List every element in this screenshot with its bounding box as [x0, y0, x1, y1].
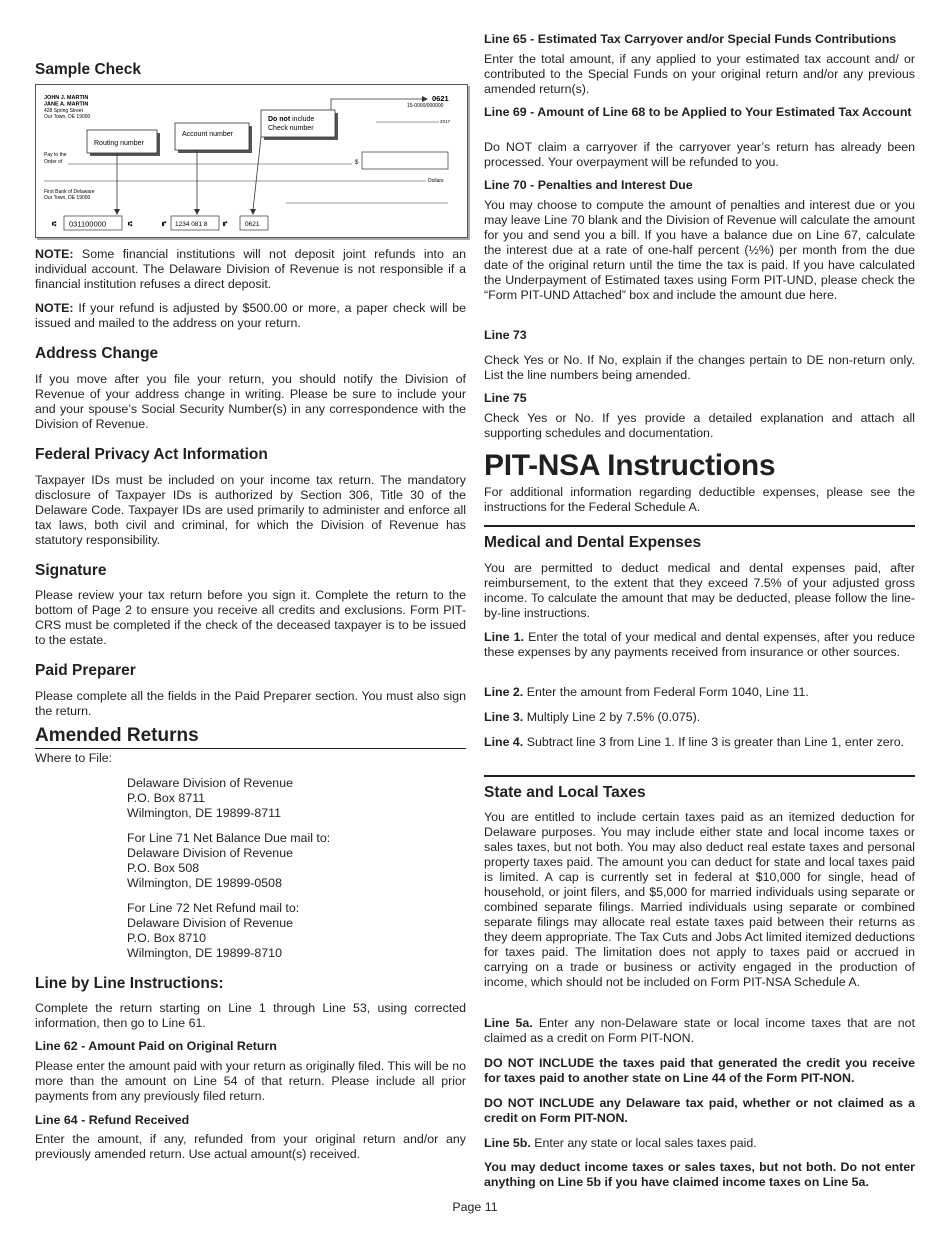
do-not-include-leader: [253, 137, 261, 210]
address-line: Wilmington, DE 19899-0508: [127, 876, 282, 890]
check-payer-name-1: JOHN J. MARTIN: [44, 95, 89, 101]
warning-pit-non-credit: DO NOT INCLUDE the taxes paid that generated the credit you receive for taxes paid to another state on Line 44 of the Form PIT-NON.: [484, 1056, 915, 1085]
micr-account: 1234 081 8: [175, 221, 208, 228]
line-69-text: Do NOT claim a carryover if the carryover year’s return has already been processed. Your overpayment will be refunded to you.: [484, 140, 915, 169]
sample-check-heading: Sample Check: [35, 61, 141, 78]
paid-preparer-text: Please complete all the fields in the Paid Preparer section. You must also sign the return.: [35, 689, 466, 718]
account-leader-arrowhead: [194, 209, 200, 215]
check-year: 2017: [440, 119, 451, 124]
account-number-label: Account number: [182, 131, 233, 138]
address-change-heading: Address Change: [35, 345, 159, 362]
state-local-heading: State and Local Taxes: [484, 784, 646, 801]
micr-check: 0621: [245, 221, 260, 228]
address-line: P.O. Box 8710: [127, 931, 206, 945]
pay-to-label-2: Order of: [44, 159, 63, 165]
medical-heading: Medical and Dental Expenses: [484, 534, 702, 551]
check-payer-street: 428 Spring Street: [44, 108, 83, 114]
line-75-text: Check Yes or No. If yes provide a detailed explanation and attach all supporting schedules and documentation.: [484, 411, 915, 440]
bank-city: Our Town, DE 19000: [44, 195, 91, 201]
micr-symbol-1: ⑆: [52, 221, 57, 228]
routing-leader-arrowhead: [114, 209, 120, 215]
do-not-include-box: [261, 110, 335, 137]
do-not-include-line2: Check number: [268, 125, 314, 132]
line-73-text: Check Yes or No. If No, explain if the changes pertain to DE non-return only. List the line numbers being amended.: [484, 353, 915, 382]
check-fraction-code: 15-0000/000000: [407, 103, 444, 109]
line-64-text: Enter the amount, if any, refunded from your original return and/or any previously amended return. Use actual amount(s) received.: [35, 1132, 466, 1161]
paid-preparer-heading: Paid Preparer: [35, 662, 136, 679]
warning-delaware-tax: DO NOT INCLUDE any Delaware tax paid, whether or not claimed as a credit on Form PIT-NON.: [484, 1096, 915, 1125]
line-62-title: Line 62 - Amount Paid on Original Return: [35, 1039, 277, 1053]
address-general: [127, 776, 457, 821]
address-line: Delaware Division of Revenue: [127, 846, 293, 860]
pit-nsa-intro: For additional information regarding deductible expenses, please see the instructions for the Federal Schedule A.: [484, 485, 915, 514]
do-not-include-line1: Do not include: [268, 116, 315, 123]
signature-text: Please review your tax return before you sign it. Complete the return to the bottom of Page 2 to ensure you receive all credits and exclusions. Form PIT-CRS must be completed if the check of the deceased taxpayer is to be issued to the estate.: [35, 588, 466, 647]
medical-line-1: Line 1. Enter the total of your medical and dental expenses, after you reduce these expenses by any payments received from insurance or other sources.: [484, 630, 916, 659]
address-line: For Line 71 Net Balance Due mail to:: [127, 831, 331, 845]
warning-income-or-sales: You may deduct income taxes or sales taxes, but not both. Do not enter anything on Line 5b if you have claimed income taxes on Line 5a.: [484, 1160, 915, 1189]
where-to-file: Where to File:: [35, 751, 113, 765]
medical-line-2: Line 2. Enter the amount from Federal Form 1040, Line 11.: [484, 685, 809, 699]
state-local-text: You are entitled to include certain taxes paid as an itemized deduction for Delaware purposes. You may include either state and local income taxes or sales taxes, but not both. You may also deduct real estate taxes and personal property taxes paid. The amount you can deduct for state and local taxes paid is limited. A cap is currently set in federal at $10,000 for single, head of household, or joint filers, and $5,000 for married individuals using separate or combined separate filings. Married individuals using separate or combined separate filings may allocate real estate taxes paid between their returns as they deem appropriate. The Tax Cuts and Jobs Act limited itemized deductions for taxes paid. The limitation does not apply to taxes paid or accrued in carrying on a trade or business or activity engaged in the production of income, which should not be included on Form PIT-NSA Schedule A.: [484, 810, 915, 989]
privacy-heading: Federal Privacy Act Information: [35, 446, 268, 463]
note-joint-refunds: NOTE: Some financial institutions will not deposit joint refunds into an individual account. The Delaware Division of Revenue is not responsible if a financial institution refuses a direct deposit.: [35, 247, 466, 291]
page-number: Page 11: [452, 1200, 498, 1214]
line-70-title: Line 70 - Penalties and Interest Due: [484, 178, 693, 192]
micr-symbol-3: ⑈: [162, 221, 167, 228]
pit-nsa-heading: PIT-NSA Instructions: [484, 449, 776, 482]
line-69-title: Line 69 - Amount of Line 68 to be Applied to Your Estimated Tax Account: [484, 105, 912, 119]
dollars-label: Dollars: [428, 178, 444, 184]
medical-text: You are permitted to deduct medical and dental expenses paid, after reimbursement, to the extent that they exceed 7.5% of your adjusted gross income. To calculate the amount that may be deducted, please follow the line-by-line instructions.: [484, 561, 915, 620]
privacy-text: Taxpayer IDs must be included on your income tax return. The mandatory disclosure of Taxpayer IDs is authorized by Section 306, Title 30 of the Delaware Code. Taxpayer IDs are used primarily to administer and enforce all tax laws, both civil and criminal, for which the Division of Revenue has statutory responsibility.: [35, 473, 466, 547]
address-line: Delaware Division of Revenue: [127, 916, 293, 930]
line-5a: Line 5a. Enter any non-Delaware state or local income taxes that are not claimed as a credit on Form PIT-NON.: [484, 1016, 916, 1045]
medical-line-3: Line 3. Multiply Line 2 by 7.5% (0.075).: [484, 710, 701, 724]
check-payer-name-2: JANE A. MARTIN: [44, 101, 89, 108]
state-local-section-rule: [484, 775, 915, 777]
line-75-title: Line 75: [484, 391, 527, 405]
micr-symbol-4: ⑈: [223, 221, 228, 228]
medical-line-4: Line 4. Subtract line 3 from Line 1. If line 3 is greater than Line 1, enter zero.: [484, 735, 905, 749]
line-by-line-heading: Line by Line Instructions:: [35, 975, 224, 992]
line-62-text: Please enter the amount paid with your return as originally filed. This will be no more than the amount on Line 54 of that return. Please include all prior payments from any previously filed return.: [35, 1059, 466, 1103]
line-65-text: Enter the total amount, if any applied to your estimated tax account and/ or contributed to the Special Funds on your original return and/or any previous amended return(s).: [484, 52, 915, 96]
check-number-top: 0621: [432, 94, 449, 103]
address-line: Wilmington, DE 19899-8711: [127, 806, 282, 820]
micr-routing: 031100000: [69, 219, 106, 229]
line-73-title: Line 73: [484, 328, 527, 342]
line-70-text: You may choose to compute the amount of penalties and interest due or you may leave Line 70 blank and the Division of Revenue will calculate the amount for you and send you a bill. If you have a balance due on Line 67, calculate the interest due at a rate of one-half percent (½%) per month from the due date of the original return until the time the tax is paid. If you have calculated the Underpayment of Estimated taxes using Form PIT-UND, please check the “Form PIT-UND Attached” box and include the amount due here.: [484, 198, 915, 302]
address-line: Wilmington, DE 19899-8710: [127, 946, 282, 960]
amount-box: [362, 152, 448, 169]
address-line: P.O. Box 8711: [127, 791, 206, 805]
micr-symbol-2: ⑆: [128, 221, 133, 228]
line-64-title: Line 64 - Refund Received: [35, 1113, 190, 1127]
address-balance-due: [127, 831, 457, 891]
medical-section-rule: [484, 525, 915, 527]
amended-returns-heading: Amended Returns: [35, 725, 199, 746]
dollar-sign: $: [355, 160, 359, 166]
do-not-include-arrowhead: [250, 209, 256, 215]
sample-check-image: [35, 84, 468, 238]
check-payer-city: Our Town, DE 19000: [44, 114, 91, 120]
address-change-text: If you move after you file your return, you should notify the Division of Revenue of your address change in writing. Please be sure to include your and your spouse’s Social Security Number(s) in any correspondence with the Division of Revenue.: [35, 372, 466, 431]
note-paper-check: NOTE: If your refund is adjusted by $500.00 or more, a paper check will be issued and mailed to the address on your return.: [35, 301, 466, 330]
address-line: P.O. Box 508: [127, 861, 200, 875]
address-line: Delaware Division of Revenue: [127, 776, 293, 790]
signature-heading: Signature: [35, 562, 107, 579]
line-5b: Line 5b. Enter any state or local sales taxes paid.: [484, 1136, 757, 1150]
line-65-title: Line 65 - Estimated Tax Carryover and/or Special Funds Contributions: [484, 32, 897, 46]
routing-number-label: Routing number: [94, 140, 144, 147]
line-by-line-text: Complete the return starting on Line 1 through Line 53, using corrected information, then go to Line 61.: [35, 1001, 466, 1030]
amended-returns-rule: [35, 748, 466, 749]
address-line: For Line 72 Net Refund mail to:: [127, 901, 300, 915]
address-net-refund: [127, 901, 457, 961]
pay-to-label-1: Pay to the: [44, 152, 67, 158]
check-number-arrowhead: [422, 96, 428, 102]
bank-name: First Bank of Delaware: [44, 189, 95, 195]
